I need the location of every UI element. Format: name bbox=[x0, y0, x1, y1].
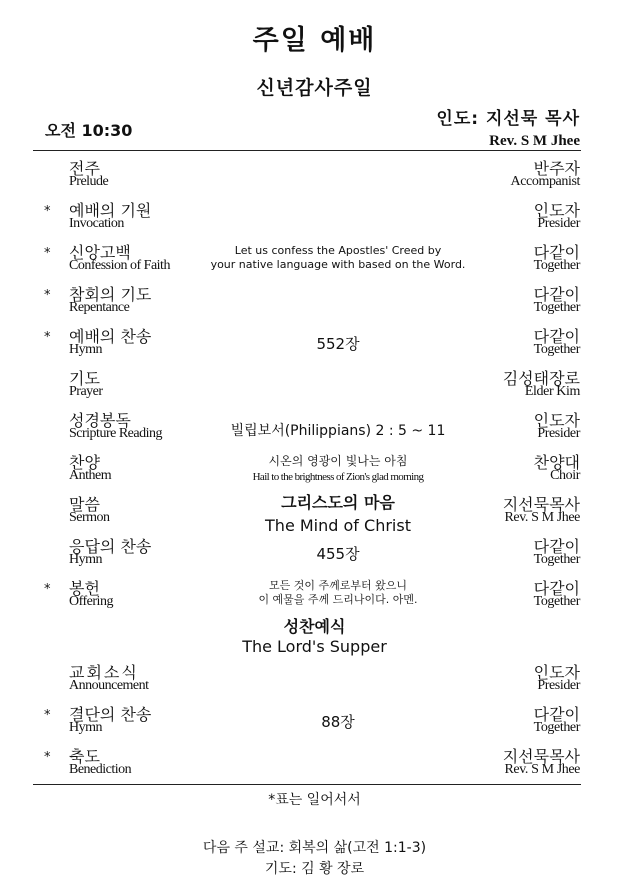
order-item-prayer bbox=[0, 364, 629, 406]
item-korean-name: 전주 bbox=[69, 159, 100, 178]
offering-prayer-line-2: 이 예물을 주께 드리나이다. 아멘. bbox=[258, 593, 418, 606]
item-english-name: Benediction bbox=[69, 762, 132, 777]
offering-prayer bbox=[258, 579, 417, 607]
confession-note-line-2: your native language with based on the Word. bbox=[210, 258, 466, 271]
item-korean-role: 김성태장로 bbox=[502, 369, 580, 388]
order-item-scripture bbox=[0, 406, 629, 448]
item-english-name: Offering bbox=[69, 594, 113, 609]
item-korean-name: 기도 bbox=[69, 369, 100, 388]
page-subtitle: 신년감사주일 bbox=[256, 77, 373, 99]
item-english-name: Anthem bbox=[69, 468, 112, 483]
item-english-name: Hymn bbox=[69, 552, 102, 567]
standing-marker: * bbox=[44, 330, 51, 345]
item-english-name: Sermon bbox=[69, 510, 110, 525]
item-korean-role: 다같이 bbox=[533, 285, 580, 304]
item-english-role: Choir bbox=[550, 468, 580, 483]
item-korean-name: 응답의 찬송 bbox=[69, 537, 152, 556]
item-korean-name: 결단의 찬송 bbox=[69, 705, 152, 724]
item-korean-name: 찬양 bbox=[69, 453, 100, 472]
sermon-title bbox=[265, 490, 411, 535]
order-item-announcement bbox=[0, 658, 629, 700]
confession-note-line-1: Let us confess the Apostles' Creed by bbox=[234, 244, 442, 257]
item-korean-name: 예배의 기원 bbox=[69, 201, 152, 220]
standing-marker: * bbox=[44, 708, 51, 723]
item-english-role: Rev. S M Jhee bbox=[504, 510, 580, 525]
order-item-prelude bbox=[0, 154, 629, 196]
order-item-repentance bbox=[0, 280, 629, 322]
leader-english: Rev. S M Jhee bbox=[489, 133, 580, 149]
order-item-confession bbox=[0, 238, 629, 280]
order-item-benediction bbox=[0, 742, 629, 784]
item-korean-role: 지선묵목사 bbox=[502, 747, 580, 766]
item-korean-role: 다같이 bbox=[533, 327, 580, 346]
item-english-name: Scripture Reading bbox=[69, 426, 162, 441]
item-korean-name: 축도 bbox=[69, 747, 100, 766]
item-korean-role: 다같이 bbox=[533, 579, 580, 598]
bottom-divider bbox=[33, 784, 581, 785]
item-english-role: Together bbox=[533, 720, 580, 735]
item-korean-name: 교회소식 bbox=[69, 663, 139, 682]
order-item-response-hymn bbox=[0, 532, 629, 574]
item-korean-name: 신앙고백 bbox=[69, 243, 131, 262]
anthem-title bbox=[253, 452, 424, 483]
hymn-number: 455장 bbox=[316, 545, 360, 563]
standing-marker: * bbox=[44, 288, 51, 303]
item-english-role: Together bbox=[533, 258, 580, 273]
order-item-closing-hymn bbox=[0, 700, 629, 742]
item-korean-name: 성경봉독 bbox=[69, 411, 131, 430]
item-english-role: Presider bbox=[537, 216, 580, 231]
item-korean-role: 지선묵목사 bbox=[502, 495, 580, 514]
standing-marker: * bbox=[44, 750, 51, 765]
item-english-name: Repentance bbox=[69, 300, 130, 315]
item-english-role: Together bbox=[533, 342, 580, 357]
item-english-role: Together bbox=[533, 594, 580, 609]
item-english-name: Hymn bbox=[69, 342, 102, 357]
item-korean-role: 다같이 bbox=[533, 243, 580, 262]
hymn-number: 552장 bbox=[316, 335, 360, 353]
item-english-role: Together bbox=[533, 552, 580, 567]
item-english-name: Prelude bbox=[69, 174, 109, 189]
order-item-anthem bbox=[0, 448, 629, 490]
item-korean-role: 반주자 bbox=[533, 159, 580, 178]
item-english-role: Together bbox=[533, 300, 580, 315]
order-item-opening-hymn bbox=[0, 322, 629, 364]
service-time: 오전 10:30 bbox=[45, 121, 133, 140]
item-english-name: Confession of Faith bbox=[69, 258, 170, 273]
page-title: 주일 예배 bbox=[252, 25, 377, 56]
item-korean-role: 찬양대 bbox=[533, 453, 580, 472]
item-english-name: Prayer bbox=[69, 384, 103, 399]
item-korean-role: 인도자 bbox=[533, 663, 580, 682]
item-english-name: Announcement bbox=[69, 678, 149, 693]
standing-marker: * bbox=[44, 246, 51, 261]
item-english-name: Hymn bbox=[69, 720, 102, 735]
item-korean-name: 참회의 기도 bbox=[69, 285, 152, 304]
offering-prayer-line-1: 모든 것이 주께로부터 왔으니 bbox=[268, 579, 407, 592]
sermon-title-english: The Mind of Christ bbox=[265, 516, 411, 535]
item-english-name: Invocation bbox=[69, 216, 124, 231]
standing-footnote: *표는 일어서서 bbox=[268, 792, 361, 808]
standing-marker: * bbox=[44, 582, 51, 597]
hymn-number: 88장 bbox=[321, 713, 355, 731]
leader-korean: 인도: 지선묵 목사 bbox=[436, 109, 580, 129]
top-divider bbox=[33, 150, 581, 151]
scripture-reference: 빌립보서(Philippians) 2 : 5 ~ 11 bbox=[230, 423, 446, 439]
lords-supper-heading-korean: 성찬예식 bbox=[283, 617, 346, 636]
item-english-role: Elder Kim bbox=[524, 384, 580, 399]
item-english-role: Accompanist bbox=[510, 174, 580, 189]
item-english-role: Rev. S M Jhee bbox=[504, 762, 580, 777]
next-week-prayer: 기도: 김 황 장로 bbox=[264, 861, 365, 877]
item-korean-name: 말씀 bbox=[69, 495, 100, 514]
item-korean-role: 다같이 bbox=[533, 537, 580, 556]
item-english-role: Presider bbox=[537, 426, 580, 441]
service-leader bbox=[436, 104, 580, 150]
order-item-offering bbox=[0, 574, 629, 616]
sermon-title-korean: 그리스도의 마음 bbox=[281, 493, 395, 512]
item-korean-name: 예배의 찬송 bbox=[69, 327, 152, 346]
order-item-sermon bbox=[0, 490, 629, 535]
item-korean-name: 봉헌 bbox=[69, 579, 100, 598]
standing-marker: * bbox=[44, 204, 51, 219]
item-english-role: Presider bbox=[537, 678, 580, 693]
lords-supper-heading-english: The Lord's Supper bbox=[242, 637, 387, 656]
confession-note bbox=[211, 244, 466, 272]
anthem-title-korean: 시온의 영광이 빛나는 아침 bbox=[268, 454, 408, 468]
order-item-invocation bbox=[0, 196, 629, 238]
next-week-sermon: 다음 주 설교: 회복의 삶(고전 1:1-3) bbox=[202, 840, 427, 856]
item-korean-role: 다같이 bbox=[533, 705, 580, 724]
item-korean-role: 인도자 bbox=[533, 411, 580, 430]
anthem-title-english: Hail to the brightness of Zion's glad morning bbox=[252, 471, 424, 483]
item-korean-role: 인도자 bbox=[533, 201, 580, 220]
